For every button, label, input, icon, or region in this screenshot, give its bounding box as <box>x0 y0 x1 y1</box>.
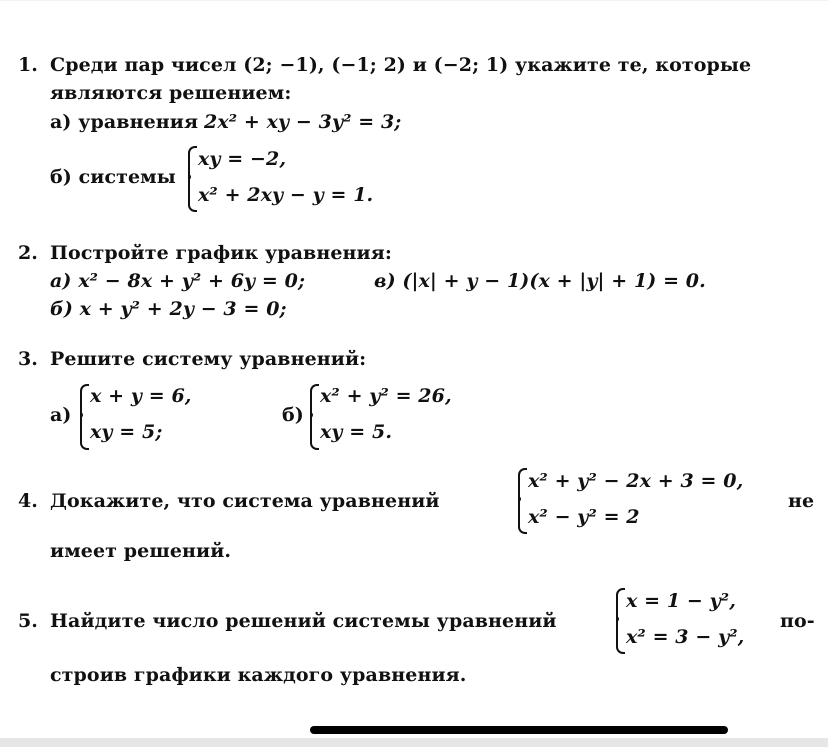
problem-number: 4. <box>18 490 38 512</box>
problem-text-line: не <box>788 490 815 512</box>
problem-text-line: Найдите число решений системы уравнений <box>50 610 557 632</box>
problem-title: Постройте график уравнения: <box>50 242 392 264</box>
system-equation: xy = 5; <box>90 421 163 443</box>
problem-number: 2. <box>18 242 38 264</box>
system-brace <box>514 468 524 532</box>
part-a-label: а) <box>50 404 72 426</box>
problem-text-line: по- <box>780 610 815 632</box>
part-b-label: б) <box>282 404 304 426</box>
system-equation: x + y = 6, <box>90 385 192 407</box>
system-equation: x² − y² = 2 <box>528 506 640 528</box>
part-v: в) (|x| + y − 1)(x + |y| + 1) = 0. <box>374 270 706 292</box>
part-a: а) x² − 8x + y² + 6y = 0; <box>50 270 306 292</box>
problem-title: Решите систему уравнений: <box>50 348 367 370</box>
system-equation: x² + y² − 2x + 3 = 0, <box>528 470 744 492</box>
problem-number: 1. <box>18 54 38 76</box>
system-brace <box>612 588 622 652</box>
system-equation: xy = 5. <box>320 421 393 443</box>
problem-text-line: Среди пар чисел (2; −1), (−1; 2) и (−2; 1) укажите те, которые <box>50 54 752 76</box>
system-brace <box>306 384 316 448</box>
bottom-edge <box>0 738 828 747</box>
problem-number: 5. <box>18 610 38 632</box>
system-equation: x² + y² = 26, <box>320 385 452 407</box>
problem-text-line: имеет решений. <box>50 540 232 562</box>
system-brace <box>184 146 194 210</box>
problem-text-line: Докажите, что система уравнений <box>50 490 440 512</box>
system-equation: xy = −2, <box>198 148 287 170</box>
equation: 2x² + xy − 3y² = 3; <box>204 111 402 133</box>
system-equation: x² + 2xy − y = 1. <box>198 184 374 206</box>
system-equation: x = 1 − y², <box>626 590 736 612</box>
problem-text-line: строив графики каждого уравнения. <box>50 664 467 686</box>
home-indicator-bar[interactable] <box>310 726 728 734</box>
part-b: б) x + y² + 2y − 3 = 0; <box>50 298 287 320</box>
system-equation: x² = 3 − y², <box>626 626 745 648</box>
problem-number: 3. <box>18 348 38 370</box>
system-brace <box>76 384 86 448</box>
part-b-label: б) системы <box>50 166 176 188</box>
problem-text-line: являются решением: <box>50 82 292 104</box>
part-a-label: а) уравнения <box>50 111 199 133</box>
top-divider <box>0 0 828 1</box>
